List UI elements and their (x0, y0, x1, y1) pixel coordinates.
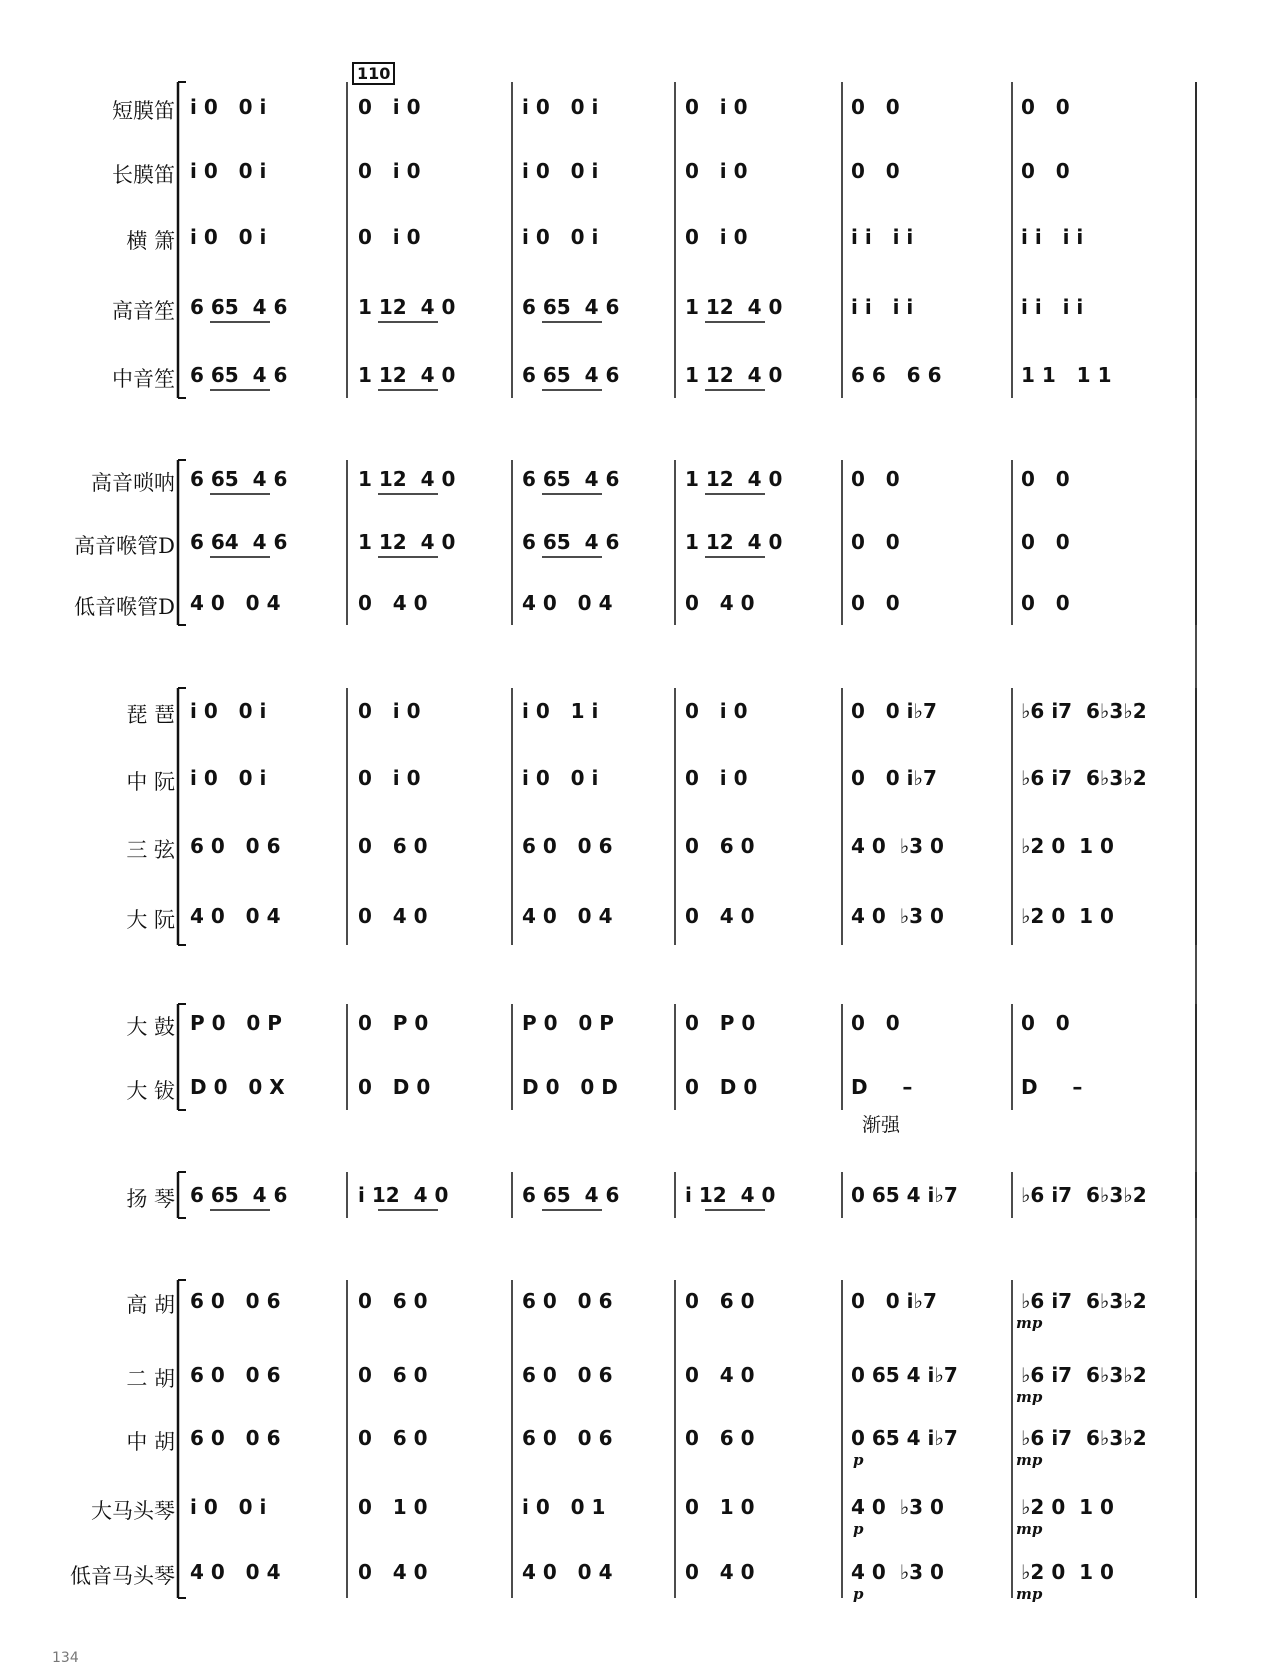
dynamic-marking: mp (1016, 1520, 1043, 1538)
measure-notation: 0 0 (851, 591, 900, 615)
measure-notation: ♭2 0 1 0 (1021, 904, 1114, 928)
measure-notation: i 0 0 1 (522, 1495, 606, 1519)
measure-notation: 0 0 (1021, 95, 1070, 119)
measure-notation: 6 0 0 6 (190, 1289, 281, 1313)
measure-notation: 0 0 i♭7 (851, 699, 937, 723)
measure-notation: 6 0 0 6 (522, 1289, 613, 1313)
measure-notation: 0 1 0 (685, 1495, 755, 1519)
measure-notation: 0 0 (851, 95, 900, 119)
measure-notation: 0 i 0 (358, 159, 421, 183)
measure-notation: 0 65 4 i♭7 (851, 1183, 958, 1207)
instrument-label: 横 箫 (126, 229, 175, 253)
measure-notation: 1 12 4 0 (685, 530, 783, 554)
measure-notation: 4 0 0 4 (522, 1560, 613, 1584)
measure-notation: 0 i 0 (358, 766, 421, 790)
measure-notation: 6 0 0 6 (190, 1426, 281, 1450)
measure-notation: 4 0 ♭3 0 (851, 834, 944, 858)
measure-notation: 6 0 0 6 (522, 1426, 613, 1450)
measure-notation: 6 65 4 6 (522, 530, 620, 554)
measure-notation: 1 12 4 0 (685, 363, 783, 387)
instrument-label: 短膜笛 (112, 99, 175, 123)
measure-notation: ♭2 0 1 0 (1021, 1495, 1114, 1519)
instrument-label: 三 弦 (126, 838, 175, 862)
measure-notation: i 0 0 i (190, 95, 267, 119)
measure-notation: 0 4 0 (685, 904, 755, 928)
measure-notation: 0 0 (851, 530, 900, 554)
measure-notation: 0 6 0 (685, 834, 755, 858)
measure-notation: 0 i 0 (685, 159, 748, 183)
measure-notation: 6 65 4 6 (190, 363, 288, 387)
measure-notation: 0 6 0 (358, 1426, 428, 1450)
measure-notation: i 0 0 i (522, 95, 599, 119)
measure-notation: i i i i (851, 225, 914, 249)
measure-notation: i i i i (851, 295, 914, 319)
instrument-label: 高 胡 (126, 1293, 175, 1317)
dynamic-marking: mp (1016, 1388, 1043, 1406)
measure-notation: 0 i 0 (685, 95, 748, 119)
dynamic-marking: mp (1016, 1585, 1043, 1603)
measure-notation: 0 0 i♭7 (851, 1289, 937, 1313)
measure-notation: 6 65 4 6 (190, 1183, 288, 1207)
measure-notation: 1 12 4 0 (358, 295, 456, 319)
measure-notation: 0 0 (1021, 1011, 1070, 1035)
measure-notation: D – (851, 1075, 913, 1099)
measure-notation: 0 6 0 (358, 1289, 428, 1313)
measure-notation: 6 0 0 6 (190, 1363, 281, 1387)
measure-notation: ♭6 i7 6♭3♭2 (1021, 699, 1147, 723)
measure-notation: 0 4 0 (358, 1560, 428, 1584)
measure-notation: D – (1021, 1075, 1083, 1099)
measure-notation: 0 D 0 (358, 1075, 431, 1099)
measure-notation: i 12 4 0 (358, 1183, 449, 1207)
measure-notation: ♭6 i7 6♭3♭2 (1021, 1289, 1147, 1313)
dynamic-marking: mp (1016, 1314, 1043, 1332)
dynamic-marking: mp (1016, 1451, 1043, 1469)
measure-notation: i i i i (1021, 295, 1084, 319)
measure-notation: 6 64 4 6 (190, 530, 288, 554)
measure-notation: ♭6 i7 6♭3♭2 (1021, 1363, 1147, 1387)
instrument-label: 高音唢呐 (91, 471, 175, 495)
dynamic-marking: p (853, 1520, 864, 1538)
measure-notation: 0 0 (851, 159, 900, 183)
instrument-label: 大马头琴 (91, 1499, 175, 1523)
measure-notation: D 0 0 D (522, 1075, 618, 1099)
measure-notation: i 0 0 i (190, 699, 267, 723)
measure-notation: 6 6 6 6 (851, 363, 942, 387)
measure-notation: 0 0 i♭7 (851, 766, 937, 790)
measure-notation: 0 6 0 (358, 834, 428, 858)
measure-notation: 0 0 (1021, 467, 1070, 491)
measure-notation: 4 0 0 4 (190, 591, 281, 615)
measure-notation: 6 65 4 6 (522, 295, 620, 319)
measure-notation: 0 0 (851, 467, 900, 491)
measure-notation: 4 0 ♭3 0 (851, 904, 944, 928)
measure-notation: 1 12 4 0 (685, 467, 783, 491)
measure-notation: i i i i (1021, 225, 1084, 249)
measure-notation: 4 0 0 4 (190, 1560, 281, 1584)
instrument-label: 低音喉管D (74, 595, 175, 619)
measure-notation: i 0 0 i (522, 766, 599, 790)
measure-notation: 4 0 0 4 (522, 904, 613, 928)
measure-notation: 0 0 (851, 1011, 900, 1035)
measure-notation: 0 4 0 (358, 591, 428, 615)
dynamic-marking: p (853, 1451, 864, 1469)
measure-notation: 0 4 0 (685, 1560, 755, 1584)
measure-notation: 0 65 4 i♭7 (851, 1426, 958, 1450)
measure-notation: 6 65 4 6 (190, 295, 288, 319)
instrument-label: 低音马头琴 (70, 1564, 175, 1588)
crescendo-annotation: 渐强 (862, 1114, 901, 1136)
measure-notation: 0 6 0 (685, 1289, 755, 1313)
measure-notation: ♭6 i7 6♭3♭2 (1021, 1426, 1147, 1450)
measure-notation: 0 P 0 (358, 1011, 429, 1035)
measure-notation: i 12 4 0 (685, 1183, 776, 1207)
measure-notation: 4 0 ♭3 0 (851, 1495, 944, 1519)
measure-notation: 1 12 4 0 (358, 363, 456, 387)
measure-notation: 4 0 0 4 (522, 591, 613, 615)
instrument-label: 中 胡 (126, 1430, 175, 1454)
measure-notation: i 0 0 i (190, 766, 267, 790)
measure-notation: i 0 0 i (522, 159, 599, 183)
measure-notation: i 0 0 i (190, 1495, 267, 1519)
measure-notation: 0 0 (1021, 530, 1070, 554)
measure-notation: 0 6 0 (358, 1363, 428, 1387)
measure-notation: 0 i 0 (685, 766, 748, 790)
instrument-label: 二 胡 (126, 1367, 175, 1391)
instrument-label: 高音笙 (112, 299, 175, 323)
measure-notation: 6 65 4 6 (522, 467, 620, 491)
measure-notation: ♭6 i7 6♭3♭2 (1021, 1183, 1147, 1207)
rehearsal-mark: 110 (352, 62, 395, 85)
measure-notation: 0 i 0 (358, 225, 421, 249)
measure-notation: P 0 0 P (522, 1011, 614, 1035)
measure-notation: i 0 0 i (190, 225, 267, 249)
measure-notation: 0 D 0 (685, 1075, 758, 1099)
measure-notation: 1 12 4 0 (358, 467, 456, 491)
measure-notation: 0 i 0 (685, 225, 748, 249)
measure-notation: 0 4 0 (685, 1363, 755, 1387)
measure-notation: 4 0 ♭3 0 (851, 1560, 944, 1584)
measure-notation: 0 4 0 (685, 591, 755, 615)
measure-notation: i 0 0 i (522, 225, 599, 249)
measure-notation: ♭2 0 1 0 (1021, 834, 1114, 858)
instrument-label: 中 阮 (126, 770, 175, 794)
instrument-label: 大 阮 (126, 908, 175, 932)
measure-notation: 0 i 0 (358, 95, 421, 119)
measure-notation: 0 P 0 (685, 1011, 756, 1035)
measure-notation: 4 0 0 4 (190, 904, 281, 928)
instrument-label: 中音笙 (112, 367, 175, 391)
measure-notation: 0 0 (1021, 591, 1070, 615)
dynamic-marking: p (853, 1585, 864, 1603)
instrument-label: 大 鼓 (126, 1015, 175, 1039)
measure-notation: 1 12 4 0 (358, 530, 456, 554)
measure-notation: 0 i 0 (685, 699, 748, 723)
measure-notation: 6 65 4 6 (190, 467, 288, 491)
page-number: 134 (52, 1650, 79, 1666)
measure-notation: 0 0 (1021, 159, 1070, 183)
instrument-label: 长膜笛 (112, 163, 175, 187)
instrument-label: 高音喉管D (74, 534, 175, 558)
measure-notation: 0 65 4 i♭7 (851, 1363, 958, 1387)
instrument-label: 大 钹 (126, 1079, 175, 1103)
measure-notation: 0 1 0 (358, 1495, 428, 1519)
measure-notation: P 0 0 P (190, 1011, 282, 1035)
instrument-label: 扬 琴 (126, 1187, 175, 1211)
measure-notation: 0 i 0 (358, 699, 421, 723)
measure-notation: 6 65 4 6 (522, 363, 620, 387)
measure-notation: 0 6 0 (685, 1426, 755, 1450)
measure-notation: D 0 0 X (190, 1075, 285, 1099)
instrument-label: 琵 琶 (126, 703, 175, 727)
measure-notation: 6 0 0 6 (522, 834, 613, 858)
measure-notation: 1 12 4 0 (685, 295, 783, 319)
measure-notation: ♭6 i7 6♭3♭2 (1021, 766, 1147, 790)
measure-notation: 0 4 0 (358, 904, 428, 928)
measure-notation: 1 1 1 1 (1021, 363, 1112, 387)
measure-notation: i 0 0 i (190, 159, 267, 183)
measure-notation: 6 0 0 6 (190, 834, 281, 858)
measure-notation: i 0 1 i (522, 699, 599, 723)
measure-notation: ♭2 0 1 0 (1021, 1560, 1114, 1584)
measure-notation: 6 0 0 6 (522, 1363, 613, 1387)
measure-notation: 6 65 4 6 (522, 1183, 620, 1207)
